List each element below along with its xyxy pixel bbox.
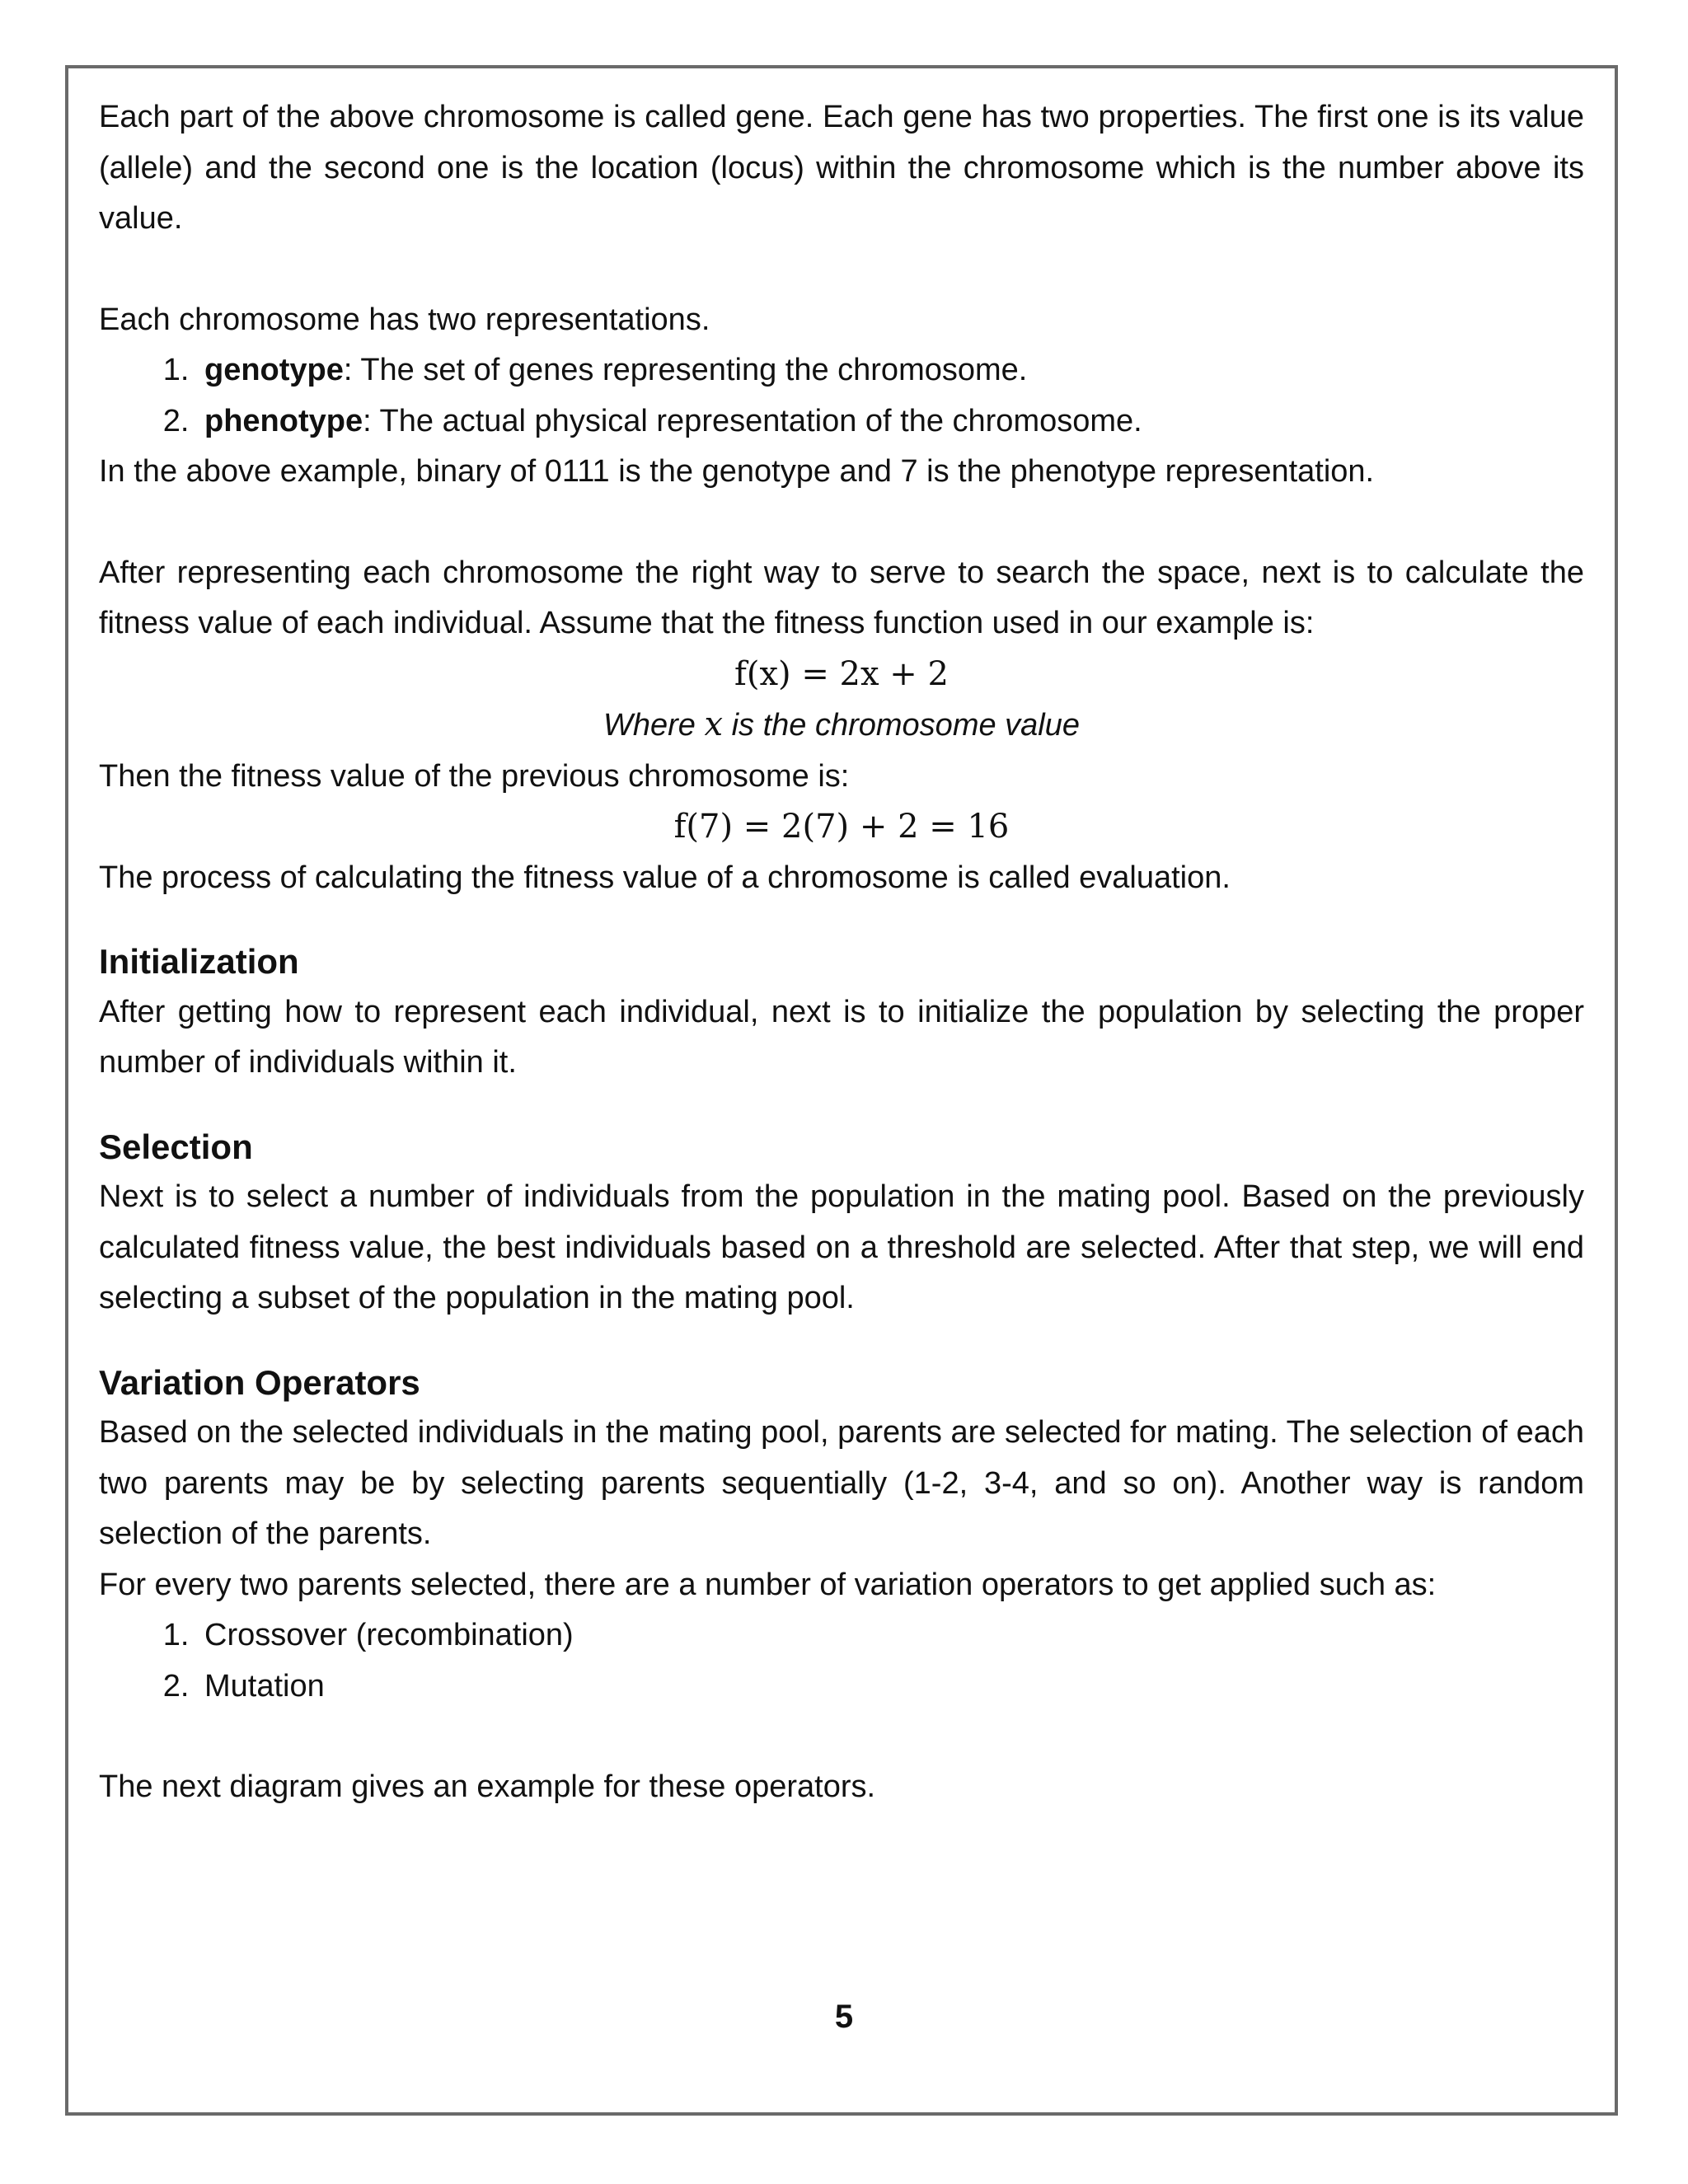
- formula-note: Where x is the chromosome value: [603, 705, 1081, 743]
- paragraph-initialization: After getting how to represent each individual, next is to initialize the population by selecting the proper number of individuals within it.: [99, 994, 1584, 1080]
- representation-list: [99, 345, 1584, 447]
- paragraph-example: In the above example, binary of 0111 is the genotype and 7 is the phenotype representation.: [99, 454, 1375, 489]
- heading-variation-operators: Variation Operators: [99, 1362, 420, 1402]
- paragraph-representations: Each chromosome has two representations.: [99, 302, 710, 337]
- fitness-formula: f(x) = 2x + 2: [734, 654, 949, 693]
- paragraph-diagram-intro: The next diagram gives an example for these operators.: [99, 1769, 876, 1804]
- document-body: [99, 92, 1584, 1813]
- list-item-crossover: 1. Crossover (recombination): [198, 1610, 1584, 1661]
- heading-initialization: Initialization: [99, 942, 299, 981]
- paragraph-fitness: After representing each chromosome the right way to serve to search the space, next is to calculate the fitness value of each individual. Assume that the fitness function used in our example is:: [99, 555, 1584, 640]
- operator-list: [99, 1610, 1584, 1712]
- paragraph-fitness-value: Then the fitness value of the previous chromosome is:: [99, 758, 850, 794]
- heading-selection: Selection: [99, 1127, 253, 1166]
- list-item-mutation: 2. Mutation: [198, 1661, 1584, 1713]
- page-number: 5: [834, 1999, 854, 2035]
- paragraph-variation-2: For every two parents selected, there are a number of variation operators to get applied such as:: [99, 1567, 1437, 1602]
- list-item-genotype: 1. genotype: The set of genes representing the chromosome.: [198, 345, 1584, 396]
- fitness-evaluation-formula: f(7) = 2(7) + 2 = 16: [673, 808, 1010, 846]
- paragraph-gene: Each part of the above chromosome is called gene. Each gene has two properties. The first one is its value (allele) and the second one is the location (locus) within the chromosome which is the number above its value.: [99, 100, 1584, 236]
- paragraph-variation-1: Based on the selected individuals in the mating pool, parents are selected for mating. The selection of each two parents may be by selecting parents sequentially (1-2, 3-4, and so on). Another way is random selection of the parents.: [99, 1415, 1584, 1551]
- paragraph-evaluation: The process of calculating the fitness value of a chromosome is called evaluation.: [99, 860, 1231, 895]
- paragraph-selection: Next is to select a number of individuals from the population in the mating pool. Based on the previously calculated fitness value, the best individuals based on a threshold are selected. After that step, we will end selecting a subset of the population in the mating pool.: [99, 1179, 1584, 1315]
- list-item-phenotype: 2. phenotype: The actual physical representation of the chromosome.: [198, 396, 1584, 448]
